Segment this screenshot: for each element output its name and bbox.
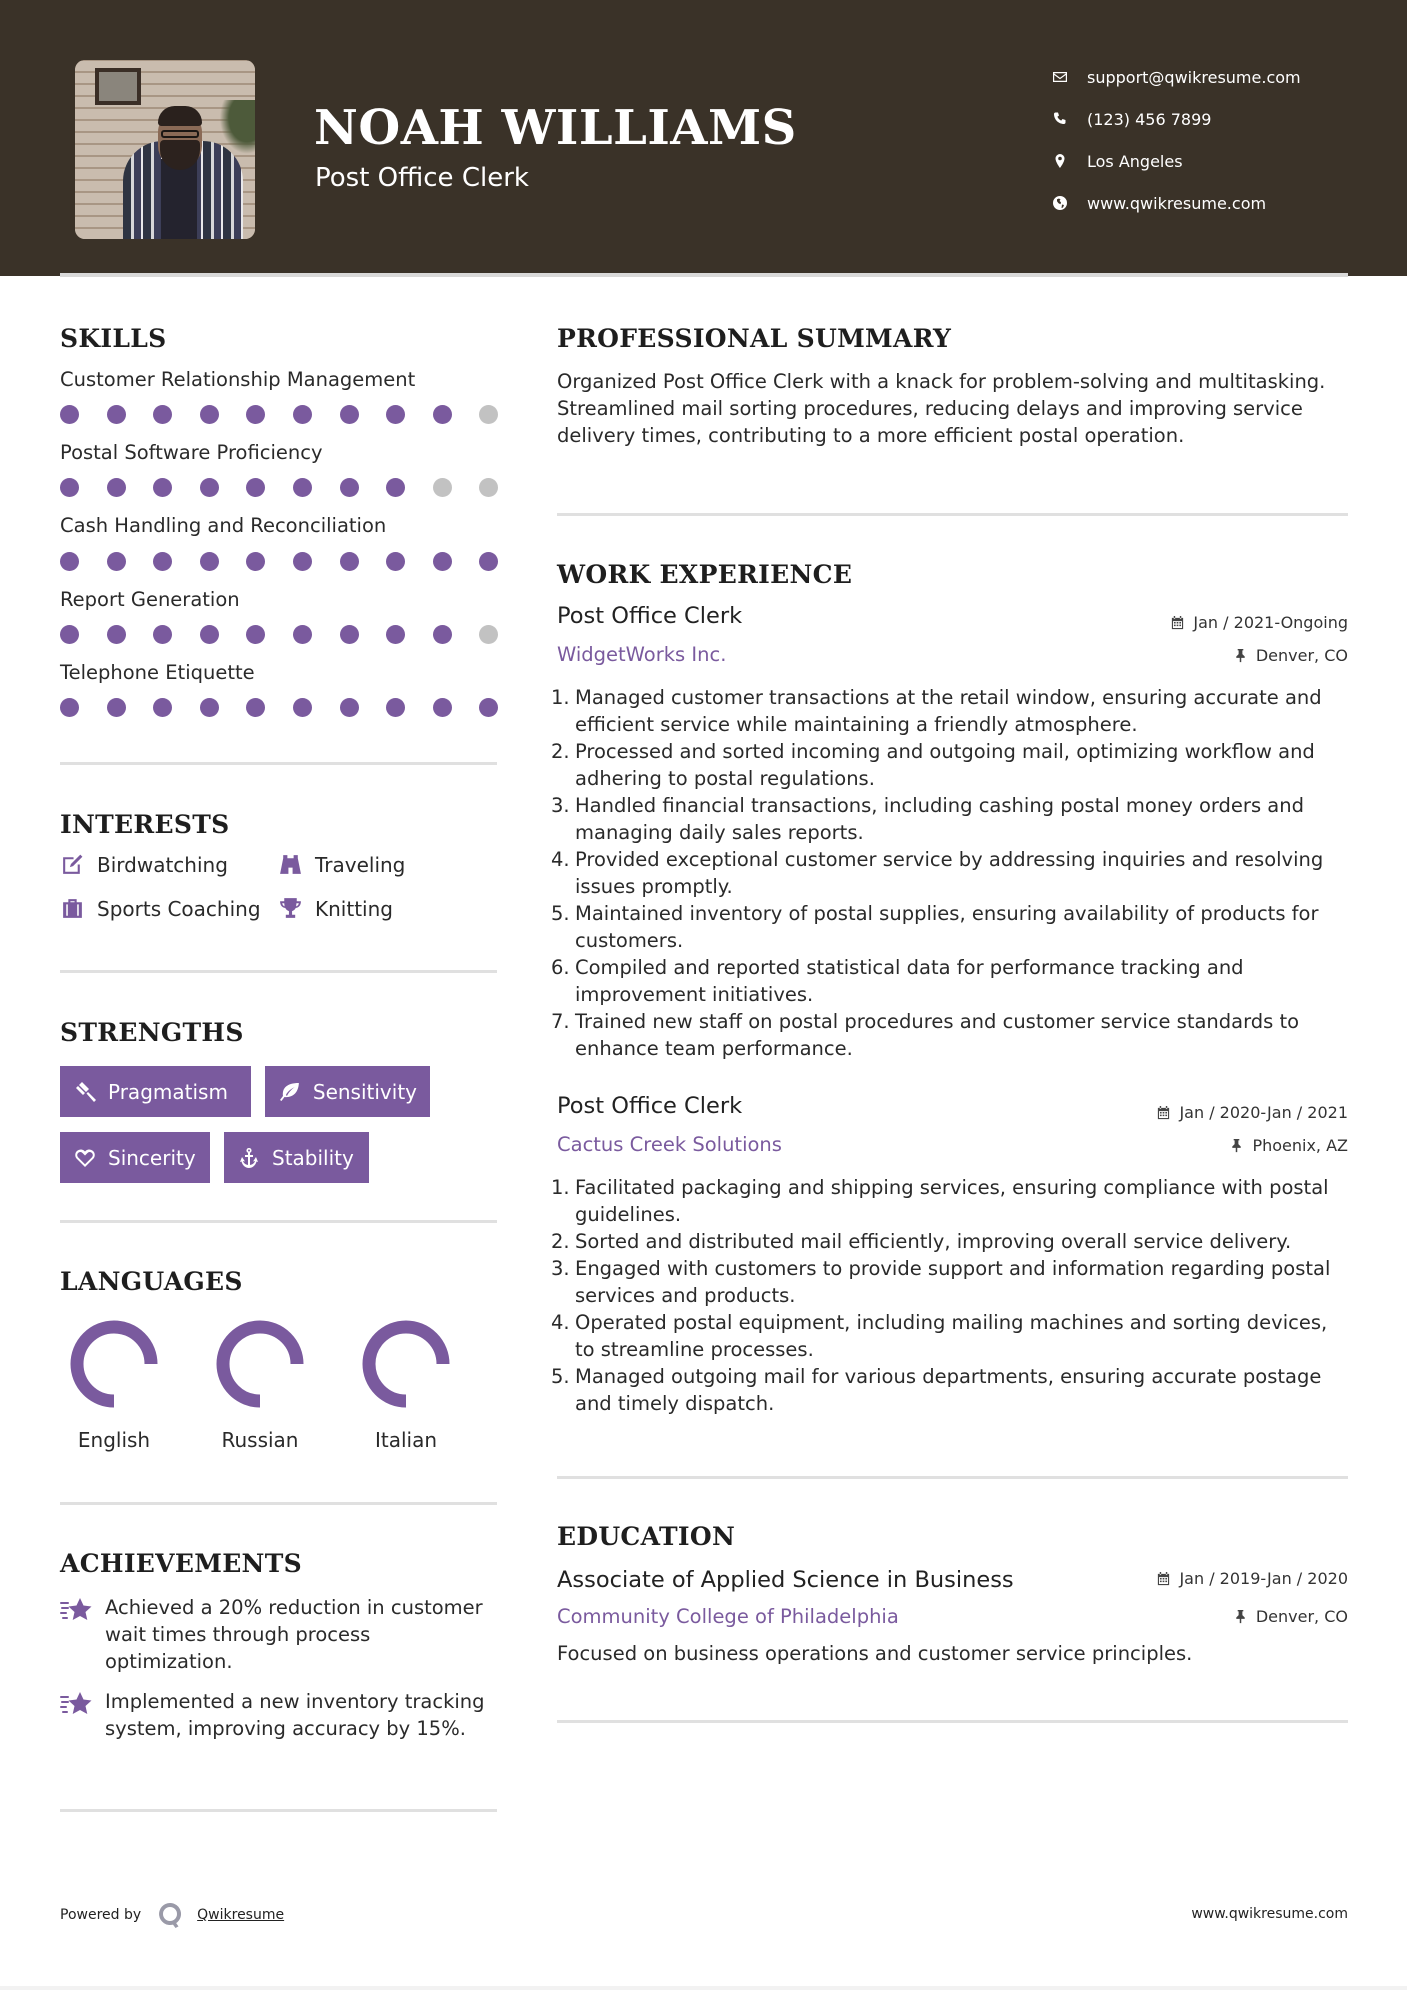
job-location-text: Denver, CO bbox=[1255, 646, 1348, 665]
summary-heading: PROFESSIONAL SUMMARY bbox=[557, 324, 952, 353]
contact-phone-text: (123) 456 7899 bbox=[1087, 109, 1212, 129]
resume-header bbox=[0, 0, 1407, 276]
job-bullet: 5. Maintained inventory of postal supplies, ensuring availability of products for customers. bbox=[551, 902, 1319, 952]
job-bullet: 1. Managed customer transactions at the retail window, ensuring accurate and efficient service while maintaining a friendly atmosphere. bbox=[551, 686, 1322, 736]
skill-dot-filled bbox=[107, 552, 126, 571]
section-divider bbox=[60, 1220, 497, 1223]
skill-dot-filled bbox=[107, 625, 126, 644]
calendar-icon bbox=[1156, 1105, 1171, 1120]
company-name: WidgetWorks Inc. bbox=[557, 643, 727, 666]
skill-dot-empty bbox=[479, 405, 498, 424]
phone-icon bbox=[1050, 111, 1087, 127]
skill-dot-filled bbox=[386, 478, 405, 497]
language-item bbox=[356, 1318, 456, 1452]
skill-dot-filled bbox=[246, 478, 265, 497]
job-location bbox=[1233, 646, 1348, 665]
skill-dot-filled bbox=[246, 625, 265, 644]
skill-dot-filled bbox=[60, 405, 79, 424]
job-dates bbox=[1156, 1103, 1348, 1122]
skill-dot-filled bbox=[153, 405, 172, 424]
skill-dot-filled bbox=[433, 698, 452, 717]
skill-dot-filled bbox=[293, 552, 312, 571]
header-divider bbox=[60, 273, 1348, 277]
bullet-number: 7. bbox=[551, 1010, 570, 1033]
job-bullet: 3. Handled financial transactions, including cashing postal money orders and managing daily sales reports. bbox=[551, 794, 1304, 844]
skill-dot-filled bbox=[386, 698, 405, 717]
language-item bbox=[210, 1318, 310, 1452]
contact-phone[interactable] bbox=[1050, 98, 1370, 140]
interest-label: Traveling bbox=[315, 852, 406, 877]
skill-dot-filled bbox=[433, 405, 452, 424]
skill-dot-filled bbox=[433, 625, 452, 644]
skill-dot-filled bbox=[386, 552, 405, 571]
section-divider bbox=[557, 1720, 1348, 1723]
bullet-number: 3. bbox=[551, 794, 570, 817]
skill-rating bbox=[60, 478, 526, 497]
skill-dot-filled bbox=[293, 625, 312, 644]
job-location-text: Phoenix, AZ bbox=[1252, 1136, 1348, 1155]
language-progress-ring bbox=[360, 1318, 452, 1410]
achievement-item bbox=[60, 1688, 500, 1742]
education-heading: EDUCATION bbox=[557, 1522, 736, 1551]
bullet-number: 1. bbox=[551, 1176, 570, 1199]
skill-dot-filled bbox=[340, 478, 359, 497]
page-bottom-edge bbox=[0, 1986, 1407, 1990]
job-bullet: 3. Engaged with customers to provide support and information regarding postal services and products. bbox=[551, 1257, 1331, 1307]
candidate-title: Post Office Clerk bbox=[315, 163, 529, 193]
language-label: English bbox=[77, 1428, 151, 1452]
skill-dot-empty bbox=[479, 625, 498, 644]
language-progress-ring bbox=[214, 1318, 306, 1410]
school-name: Community College of Philadelphia bbox=[557, 1605, 899, 1628]
job-dates bbox=[1170, 613, 1348, 632]
pushpin-icon bbox=[1233, 1609, 1248, 1624]
contact-email[interactable] bbox=[1050, 56, 1370, 98]
star-icon bbox=[60, 1596, 94, 1626]
contact-website[interactable] bbox=[1050, 182, 1370, 224]
section-divider bbox=[557, 513, 1348, 516]
skill-dot-filled bbox=[200, 405, 219, 424]
qwikresume-logo-icon bbox=[155, 1900, 185, 1930]
experience-heading: WORK EXPERIENCE bbox=[557, 560, 853, 589]
leaf-icon bbox=[278, 1080, 302, 1104]
gavel-icon bbox=[73, 1080, 97, 1104]
contact-website-text: www.qwikresume.com bbox=[1087, 193, 1267, 213]
skill-dot-filled bbox=[386, 625, 405, 644]
skill-dot-filled bbox=[200, 698, 219, 717]
globe-icon bbox=[1050, 195, 1087, 211]
contact-list bbox=[1050, 56, 1370, 224]
language-label: Italian bbox=[374, 1428, 438, 1452]
bullet-number: 2. bbox=[551, 740, 570, 763]
job-bullet: 6. Compiled and reported statistical data for performance tracking and improvement initiatives. bbox=[551, 956, 1244, 1006]
bullet-number: 1. bbox=[551, 686, 570, 709]
achievement-item bbox=[60, 1594, 500, 1675]
edit-icon bbox=[60, 852, 85, 877]
skill-name: Customer Relationship Management bbox=[60, 368, 416, 391]
skill-dot-filled bbox=[293, 478, 312, 497]
skill-name: Telephone Etiquette bbox=[60, 661, 255, 684]
skill-dot-filled bbox=[60, 552, 79, 571]
bullet-number: 4. bbox=[551, 1311, 570, 1334]
strength-chip bbox=[60, 1132, 210, 1183]
skill-name: Postal Software Proficiency bbox=[60, 441, 323, 464]
education-location bbox=[1233, 1607, 1348, 1626]
skill-dot-filled bbox=[153, 478, 172, 497]
skill-dot-filled bbox=[433, 552, 452, 571]
skill-dot-filled bbox=[340, 552, 359, 571]
binoculars-icon bbox=[278, 852, 303, 877]
job-bullet: 1. Facilitated packaging and shipping services, ensuring compliance with postal guidelines. bbox=[551, 1176, 1329, 1226]
job-bullet: 7. Trained new staff on postal procedures and customer service standards to enhance team performance. bbox=[551, 1010, 1300, 1060]
job-dates-text: Jan / 2021-Ongoing bbox=[1193, 613, 1348, 632]
skill-dot-filled bbox=[153, 625, 172, 644]
language-item bbox=[64, 1318, 164, 1452]
section-divider bbox=[60, 1809, 497, 1812]
job-bullets bbox=[551, 684, 1348, 1062]
profile-photo bbox=[75, 60, 255, 239]
skill-dot-filled bbox=[293, 405, 312, 424]
skill-dot-filled bbox=[246, 552, 265, 571]
skill-dot-filled bbox=[340, 698, 359, 717]
interest-label: Knitting bbox=[315, 896, 393, 921]
skill-dot-filled bbox=[107, 478, 126, 497]
skill-dot-filled bbox=[60, 478, 79, 497]
skill-name: Report Generation bbox=[60, 588, 240, 611]
skill-rating bbox=[60, 698, 526, 717]
briefcase-icon bbox=[60, 896, 85, 921]
heart-icon bbox=[73, 1146, 97, 1170]
summary-text: Organized Post Office Clerk with a knack for problem-solving and multitasking. Streamlined mail sorting procedures, reducing delays and improving service delivery times, contributing to a more efficient postal operation. bbox=[557, 370, 1326, 447]
company-name: Cactus Creek Solutions bbox=[557, 1133, 782, 1156]
bullet-number: 5. bbox=[551, 1365, 570, 1388]
skill-dot-filled bbox=[246, 698, 265, 717]
strengths-heading: STRENGTHS bbox=[60, 1018, 244, 1047]
interest-item bbox=[60, 896, 261, 921]
skill-dot-filled bbox=[340, 625, 359, 644]
job-bullets bbox=[551, 1174, 1348, 1417]
footer-powered-by bbox=[60, 1900, 284, 1930]
job-title: Post Office Clerk bbox=[557, 603, 743, 629]
education-dates bbox=[1156, 1569, 1348, 1588]
bullet-number: 6. bbox=[551, 956, 570, 979]
skill-dot-filled bbox=[246, 405, 265, 424]
skill-dot-filled bbox=[107, 698, 126, 717]
envelope-icon bbox=[1050, 69, 1087, 85]
job-dates-text: Jan / 2020-Jan / 2021 bbox=[1179, 1103, 1348, 1122]
contact-location-text: Los Angeles bbox=[1087, 151, 1183, 171]
contact-location bbox=[1050, 140, 1370, 182]
skill-dot-filled bbox=[153, 552, 172, 571]
candidate-name: NOAH WILLIAMS bbox=[314, 100, 797, 156]
contact-email-text: support@qwikresume.com bbox=[1087, 67, 1301, 87]
skill-dot-filled bbox=[386, 405, 405, 424]
calendar-icon bbox=[1170, 615, 1185, 630]
section-divider bbox=[60, 762, 497, 765]
star-icon bbox=[60, 1690, 94, 1720]
skill-dot-filled bbox=[293, 698, 312, 717]
education-location-text: Denver, CO bbox=[1255, 1607, 1348, 1626]
section-divider bbox=[60, 1502, 497, 1505]
job-location bbox=[1229, 1136, 1348, 1155]
job-bullet: 5. Managed outgoing mail for various departments, ensuring accurate postage and timely dispatch. bbox=[551, 1365, 1322, 1415]
skill-dot-empty bbox=[479, 478, 498, 497]
strength-label: Pragmatism bbox=[108, 1079, 228, 1104]
achievement-text: Achieved a 20% reduction in customer wait times through process optimization. bbox=[105, 1596, 483, 1673]
skill-dot-filled bbox=[200, 552, 219, 571]
job-title: Post Office Clerk bbox=[557, 1093, 743, 1119]
job-bullet: 2. Sorted and distributed mail efficiently, improving overall service delivery. bbox=[551, 1230, 1292, 1253]
strength-label: Sensitivity bbox=[312, 1079, 417, 1104]
section-divider bbox=[60, 970, 497, 973]
skill-rating bbox=[60, 625, 526, 644]
bullet-number: 2. bbox=[551, 1230, 570, 1253]
skill-rating bbox=[60, 405, 526, 424]
interest-item bbox=[60, 852, 228, 877]
education-dates-text: Jan / 2019-Jan / 2020 bbox=[1179, 1569, 1348, 1588]
section-divider bbox=[557, 1476, 1348, 1479]
skill-dot-filled bbox=[479, 698, 498, 717]
skills-heading: SKILLS bbox=[60, 324, 167, 353]
job-bullet: 4. Provided exceptional customer service by addressing inquiries and resolving issues promptly. bbox=[551, 848, 1324, 898]
skill-dot-filled bbox=[200, 478, 219, 497]
achievement-text: Implemented a new inventory tracking system, improving accuracy by 15%. bbox=[105, 1690, 485, 1740]
skill-dot-filled bbox=[153, 698, 172, 717]
language-progress-ring bbox=[68, 1318, 160, 1410]
skill-dot-filled bbox=[107, 405, 126, 424]
map-marker-icon bbox=[1050, 153, 1087, 169]
trophy-icon bbox=[278, 896, 303, 921]
bullet-number: 5. bbox=[551, 902, 570, 925]
skill-dot-filled bbox=[340, 405, 359, 424]
job-bullet: 2. Processed and sorted incoming and outgoing mail, optimizing workflow and adhering to postal regulations. bbox=[551, 740, 1315, 790]
anchor-icon bbox=[237, 1146, 261, 1170]
degree-title: Associate of Applied Science in Business bbox=[557, 1567, 1014, 1593]
skill-rating bbox=[60, 552, 526, 571]
strength-label: Sincerity bbox=[108, 1145, 196, 1170]
interests-heading: INTERESTS bbox=[60, 810, 230, 839]
strength-chip bbox=[224, 1132, 369, 1183]
skill-name: Cash Handling and Reconciliation bbox=[60, 514, 387, 537]
job-bullet: 4. Operated postal equipment, including mailing machines and sorting devices, to streamline processes. bbox=[551, 1311, 1328, 1361]
skill-dot-empty bbox=[433, 478, 452, 497]
achievements-heading: ACHIEVEMENTS bbox=[60, 1549, 302, 1578]
skill-dot-filled bbox=[200, 625, 219, 644]
interest-label: Birdwatching bbox=[97, 852, 228, 877]
pushpin-icon bbox=[1233, 648, 1248, 663]
languages-heading: LANGUAGES bbox=[60, 1267, 243, 1296]
language-label: Russian bbox=[221, 1428, 299, 1452]
skill-dot-filled bbox=[60, 698, 79, 717]
powered-by-label: Powered by bbox=[60, 1907, 142, 1923]
interest-item bbox=[278, 896, 393, 921]
interest-label: Sports Coaching bbox=[97, 896, 261, 921]
qwikresume-link[interactable]: Qwikresume bbox=[197, 1907, 285, 1923]
bullet-number: 4. bbox=[551, 848, 570, 871]
strength-chip bbox=[265, 1066, 430, 1117]
strength-label: Stability bbox=[272, 1145, 354, 1170]
strength-chip bbox=[60, 1066, 251, 1117]
skill-dot-filled bbox=[479, 552, 498, 571]
skill-dot-filled bbox=[60, 625, 79, 644]
footer-website[interactable]: www.qwikresume.com bbox=[1191, 1906, 1348, 1922]
interest-item bbox=[278, 852, 405, 877]
bullet-number: 3. bbox=[551, 1257, 570, 1280]
pushpin-icon bbox=[1229, 1138, 1244, 1153]
calendar-icon bbox=[1156, 1571, 1171, 1586]
education-description: Focused on business operations and customer service principles. bbox=[557, 1642, 1193, 1665]
